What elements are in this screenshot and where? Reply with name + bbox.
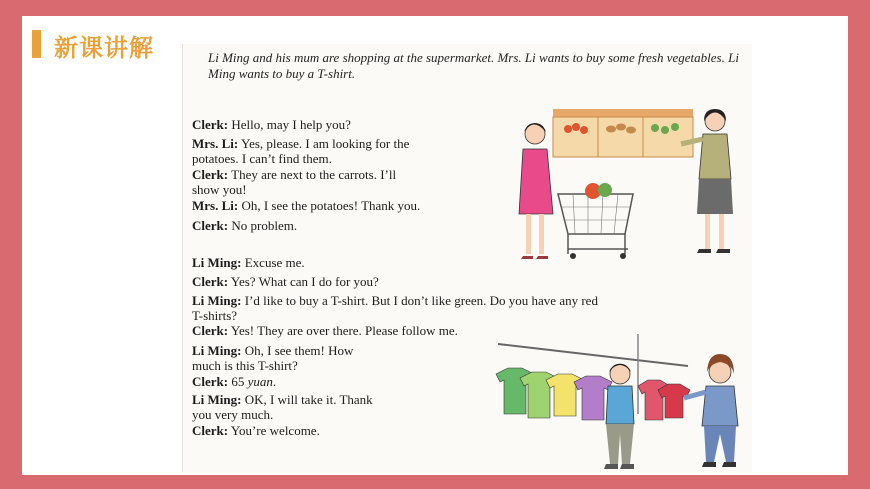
textbook-page <box>182 44 752 472</box>
line-text: Oh, I see the potatoes! Thank you. <box>241 198 421 213</box>
dialogue-line <box>192 294 598 323</box>
line-text: Oh, I see them! How <box>244 343 354 358</box>
currency-word: yuan <box>247 374 273 389</box>
dialogue-line <box>192 375 276 390</box>
line-text: OK, I will take it. Thank <box>244 392 373 407</box>
dialogue-line <box>192 118 351 133</box>
dialogue-line <box>192 275 379 290</box>
line-text: Yes? What can I do for you? <box>230 274 379 289</box>
dialogue-line <box>192 219 297 234</box>
line-text: Hello, may I help you? <box>231 117 351 132</box>
line-text-continued: you very much. <box>192 406 274 422</box>
dialogue-line <box>192 137 409 166</box>
clothing-store-illustration <box>488 334 753 472</box>
supermarket-illustration <box>493 99 753 269</box>
line-text: Yes! They are over there. Please follow me. <box>230 323 458 338</box>
dialogue-line <box>192 256 305 271</box>
line-text-continued: potatoes. I can’t find them. <box>192 150 332 166</box>
dialogue-line <box>192 199 420 214</box>
page-title: 新课讲解 <box>54 34 154 62</box>
dialogue-line <box>192 424 320 439</box>
line-text: I’d like to buy a T-shirt. But I don’t like green. Do you have any red <box>244 293 598 308</box>
slide <box>22 16 848 475</box>
line-text-continued: T-shirts? <box>192 307 238 323</box>
dialogue-line <box>192 324 458 339</box>
line-text: They are next to the carrots. I’ll <box>231 167 397 182</box>
dialogue-line <box>192 344 353 373</box>
speaker: Clerk: <box>192 218 229 233</box>
speaker: Clerk: <box>192 374 229 389</box>
speaker: Clerk: <box>192 167 229 182</box>
line-text-continued: show you! <box>192 181 247 197</box>
speaker: Li Ming: <box>192 293 242 308</box>
speaker: Clerk: <box>192 323 229 338</box>
line-text: 65 <box>231 374 245 389</box>
line-text: No problem. <box>231 218 298 233</box>
intro-text: Li Ming and his mum are shopping at the supermarket. Mrs. Li wants to buy some fresh vegetables. Li Ming wants to buy a T-shirt. <box>208 50 739 81</box>
speaker: Clerk: <box>192 117 229 132</box>
dialogue-line <box>192 168 396 197</box>
speaker: Li Ming: <box>192 392 242 407</box>
speaker: Clerk: <box>192 423 229 438</box>
speaker: Li Ming: <box>192 343 242 358</box>
speaker: Mrs. Li: <box>192 136 239 151</box>
line-text: You’re welcome. <box>230 423 320 438</box>
speaker: Li Ming: <box>192 255 242 270</box>
dialogue-line <box>192 393 373 422</box>
line-text: Yes, please. I am looking for the <box>241 136 410 151</box>
speaker: Mrs. Li: <box>192 198 239 213</box>
speaker: Clerk: <box>192 274 229 289</box>
line-tail: . <box>272 374 277 389</box>
line-text-continued: much is this T-shirt? <box>192 357 298 373</box>
header-accent-bar <box>32 30 41 58</box>
line-text: Excuse me. <box>244 255 305 270</box>
